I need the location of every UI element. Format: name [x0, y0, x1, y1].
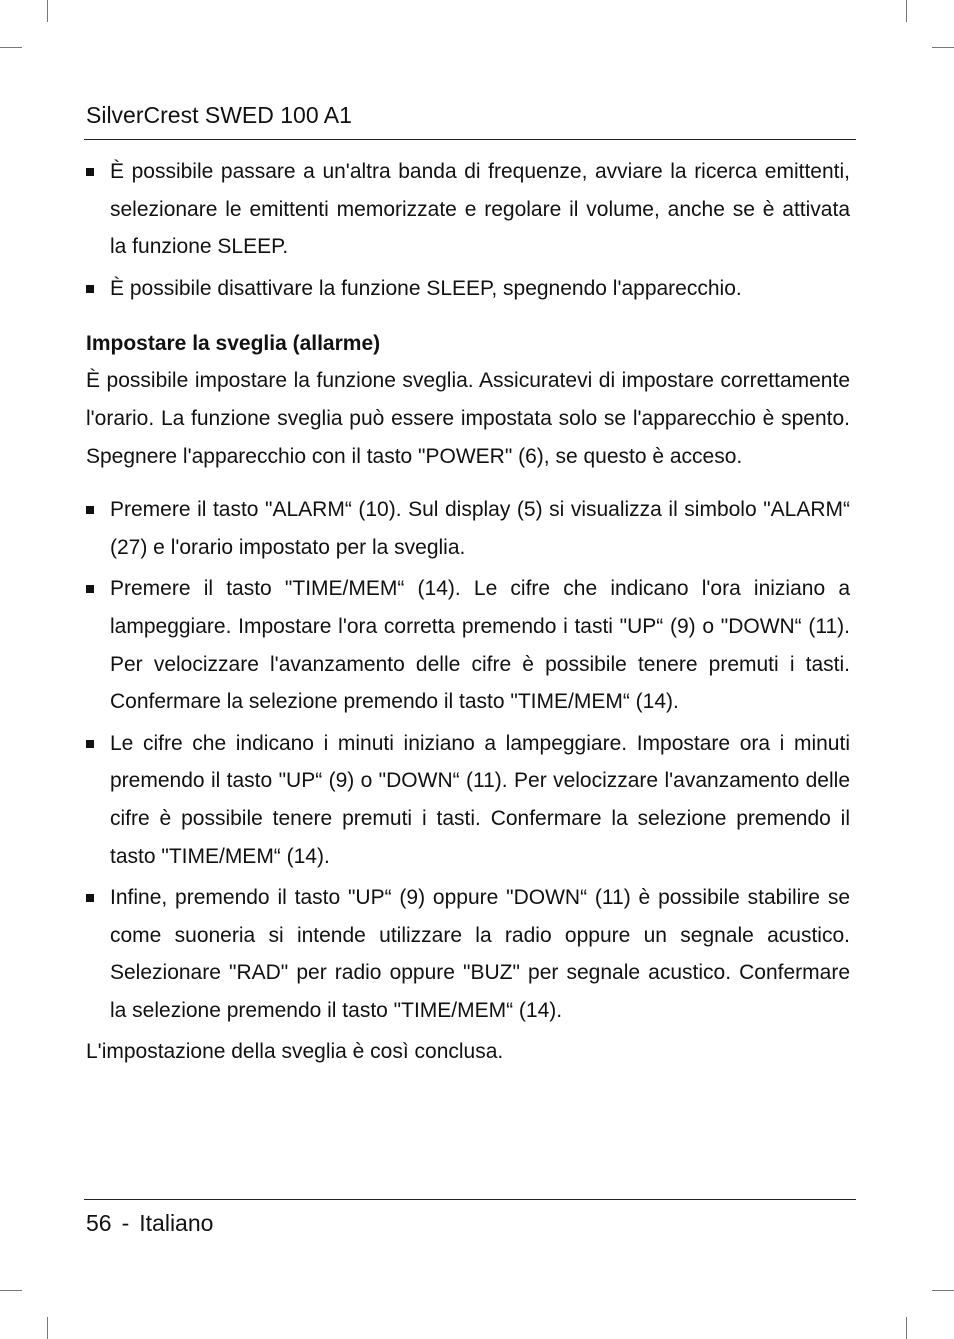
page-header-title: SilverCrest SWED 100 A1	[86, 102, 352, 128]
page-number: 56	[86, 1210, 112, 1236]
closing-sentence: L'impostazione della sveglia è così conclusa.	[86, 1040, 504, 1064]
list-item-text: Premere il tasto "TIME/MEM“ (14). Le cifre che indicano l'ora iniziano a lampeggiare. Impostare l'ora corretta premendo i tasti "UP“ (9) o "DOWN“ (11). Per velocizzare l'avanzamento delle cifre è possibile tenere premuti i tasti. Confermare la selezione premendo il tasto "TIME/MEM“ (14).	[110, 577, 850, 714]
crop-mark-top-right-horizontal	[932, 47, 954, 48]
footer-separator: -	[121, 1210, 130, 1236]
section-paragraph: È possibile impostare la funzione sveglia. Assicuratevi di impostare correttamente l'orario. La funzione sveglia può essere impostata solo se l'apparecchio è spento. Spegnere l'apparecchio con il tasto "POWER" (6), se questo è acceso.	[86, 369, 850, 468]
list-item	[86, 491, 850, 566]
list-item-text: Infine, premendo il tasto "UP“ (9) oppure "DOWN“ (11) è possibile stabilire se come suoneria si intende utilizzare la radio oppure un segnale acustico. Selezionare "RAD" per radio oppure "BUZ" per segnale acustico. Confermare la selezione premendo il tasto "TIME/MEM“ (14).	[110, 886, 850, 1022]
crop-mark-top-left-horizontal	[0, 47, 22, 48]
page-content	[86, 153, 850, 1071]
footer-language: Italiano	[139, 1210, 214, 1236]
crop-mark-bottom-left-horizontal	[0, 1290, 22, 1291]
crop-mark-bottom-right-horizontal	[932, 1290, 954, 1291]
alarm-steps-list	[86, 491, 850, 1029]
section-heading: Impostare la sveglia (allarme)	[86, 332, 381, 356]
list-item	[86, 153, 850, 266]
list-item-text: Le cifre che indicano i minuti iniziano a lampeggiare. Impostare ora i minuti premendo il tasto "UP“ (9) o "DOWN“ (11). Per velocizzare l'avanzamento delle cifre è possibile tenere premuti i tasti. Confermare la selezione premendo il tasto "TIME/MEM“ (14).	[110, 731, 850, 868]
intro-bullet-list	[86, 153, 850, 307]
square-bullet-icon	[86, 740, 94, 748]
crop-mark-bottom-left-vertical	[47, 1317, 48, 1339]
list-item-text: Premere il tasto "ALARM“ (10). Sul display (5) si visualizza il simbolo "ALARM“ (27) e l'orario impostato per la sveglia.	[110, 498, 850, 559]
page-footer	[86, 1208, 213, 1238]
list-item	[86, 570, 850, 720]
header-rule	[84, 139, 856, 140]
square-bullet-icon	[86, 285, 94, 293]
square-bullet-icon	[86, 506, 94, 514]
crop-mark-top-left-vertical	[47, 0, 48, 22]
list-item	[86, 270, 850, 308]
footer-rule	[84, 1199, 856, 1200]
list-item-text: È possibile passare a un'altra banda di frequenze, avviare la ricerca emittenti, selezionare le emittenti memorizzate e regolare il volume, anche se è attivata la funzione SLEEP.	[110, 160, 850, 259]
list-item	[86, 725, 850, 875]
square-bullet-icon	[86, 168, 94, 176]
square-bullet-icon	[86, 894, 94, 902]
square-bullet-icon	[86, 585, 94, 593]
list-item	[86, 879, 850, 1029]
crop-mark-top-right-vertical	[906, 0, 907, 22]
list-item-text: È possibile disattivare la funzione SLEEP, spegnendo l'apparecchio.	[110, 276, 742, 300]
crop-mark-bottom-right-vertical	[906, 1317, 907, 1339]
